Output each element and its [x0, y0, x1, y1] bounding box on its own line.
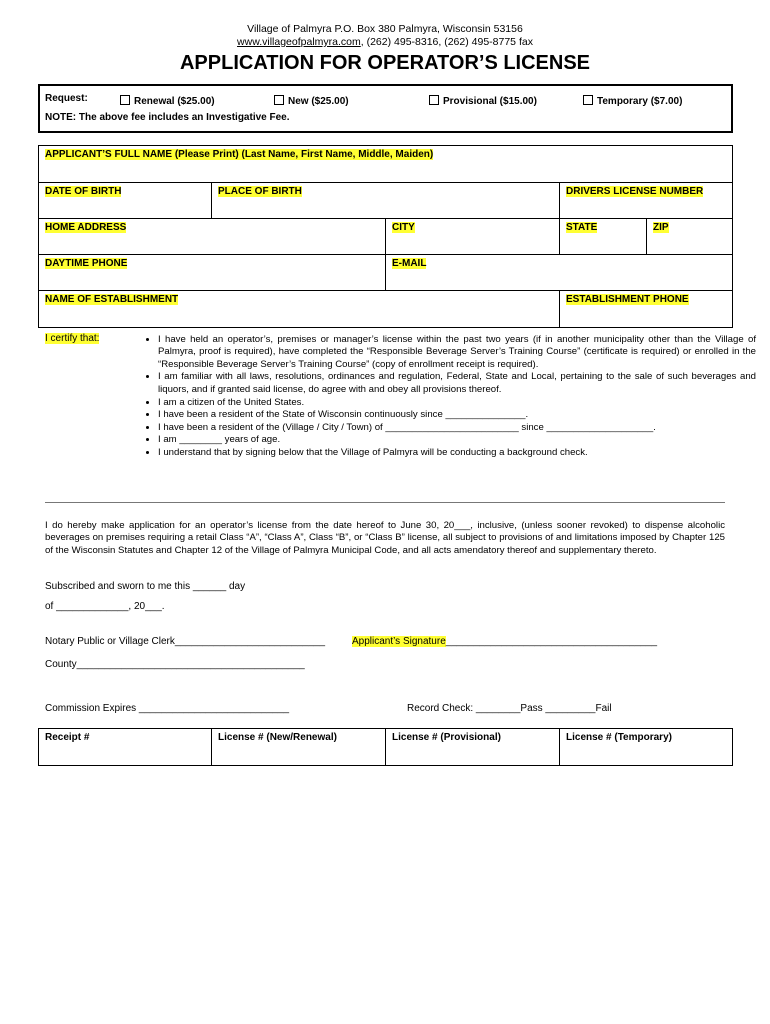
- record-check-line[interactable]: Record Check: ________Pass _________Fail: [407, 703, 612, 714]
- certification-list: [128, 334, 756, 460]
- certify-item: • I understand that by signing below that the Village of Palmyra will be conducting a background check.: [158, 447, 756, 460]
- license-new-label: License # (New/Renewal): [218, 732, 337, 743]
- drivers-license-label: DRIVERS LICENSE NUMBER: [566, 186, 704, 197]
- office-use-table: [38, 728, 733, 766]
- full-name-field[interactable]: [39, 146, 733, 183]
- renewal-option[interactable]: Renewal ($25.00): [120, 95, 215, 107]
- establishment-name-label: NAME OF ESTABLISHMENT: [45, 294, 179, 305]
- license-provisional-field[interactable]: [386, 729, 560, 766]
- full-name-label: APPLICANT’S FULL NAME (Please Print) (Last Name, First Name, Middle, Maiden): [45, 149, 434, 160]
- sworn-day: Subscribed and sworn to me this ______ day: [45, 581, 246, 592]
- sworn-date: of _____________, 20___.: [45, 601, 165, 612]
- state-label: STATE: [566, 222, 598, 233]
- certify-item: • I am familiar with all laws, resolutions, ordinances and regulation, Federal, State and Local, pertaining to the sale of such beverages and liquors, and if granted said license, do agree with and obey all provisions thereof.: [158, 371, 756, 396]
- temporary-checkbox[interactable]: [583, 95, 593, 105]
- notary-line[interactable]: Notary Public or Village Clerk___________________________: [45, 636, 326, 647]
- establishment-name-field[interactable]: [39, 291, 560, 328]
- fee-note: NOTE: The above fee includes an Investigative Fee.: [45, 112, 290, 123]
- pob-field[interactable]: [212, 183, 560, 219]
- declaration-text: I do hereby make application for an operator’s license from the date hereof to June 30, 20___, inclusive, (unless sooner revoked) to dispense alcoholic beverages on premises requiring a retail Class “A”, “Class A”, Class “B”, or “Class B” license, all subject to provisions of and limitations imposed by Chapter 125 of the Wisconsin Statutes and Chapter 12 of the Village of Palmyra Municipal Code, and all acts amendatory thereof and supplementary thereto.: [45, 520, 725, 556]
- form-title: APPLICATION FOR OPERATOR’S LICENSE: [179, 52, 591, 74]
- renewal-checkbox[interactable]: [120, 95, 130, 105]
- dob-field[interactable]: [39, 183, 212, 219]
- establishment-phone-label: ESTABLISHMENT PHONE: [566, 294, 689, 305]
- contact-line: [0, 36, 770, 48]
- certify-item: • I have been a resident of the (Village / City / Town) of _________________________ since ____________________.: [158, 422, 756, 435]
- website-link[interactable]: www.villageofpalmyra.com: [237, 36, 361, 48]
- dob-label: DATE OF BIRTH: [45, 186, 122, 197]
- city-field[interactable]: [386, 219, 560, 255]
- home-address-label: HOME ADDRESS: [45, 222, 127, 233]
- drivers-license-field[interactable]: [560, 183, 733, 219]
- home-address-field[interactable]: [39, 219, 386, 255]
- phone-numbers: , (262) 495-8316, (262) 495-8775 fax: [360, 36, 533, 48]
- daytime-phone-field[interactable]: [39, 255, 386, 291]
- city-label: CITY: [392, 222, 415, 233]
- county-line[interactable]: County_________________________________________: [45, 659, 305, 670]
- email-label: E-MAIL: [392, 258, 427, 269]
- establishment-phone-field[interactable]: [560, 291, 733, 328]
- applicant-signature-label: Applicant’s Signature: [352, 636, 446, 647]
- request-label: Request:: [45, 93, 88, 104]
- license-new-field[interactable]: [212, 729, 386, 766]
- license-temporary-label: License # (Temporary): [566, 732, 672, 743]
- certify-label: I certify that:: [45, 333, 100, 344]
- certify-item: • I have held an operator’s, premises or manager’s license within the past two years (if in another municipality other than the Village of Palmyra, proof is required), have completed the “Responsible Beverage Server’s Training Course” (certificate is required) or enrolled in the “Responsible Beverage Server’s Training Course” (copy of enrollment receipt is required).: [158, 334, 756, 372]
- zip-field[interactable]: [647, 219, 733, 255]
- daytime-phone-label: DAYTIME PHONE: [45, 258, 128, 269]
- provisional-checkbox[interactable]: [429, 95, 439, 105]
- applicant-signature-line[interactable]: ______________________________________: [445, 636, 658, 647]
- request-section: [38, 84, 733, 133]
- certify-item: • I am ________ years of age.: [158, 434, 756, 447]
- new-checkbox[interactable]: [274, 95, 284, 105]
- applicant-signature[interactable]: [352, 636, 657, 647]
- certify-item: • I am a citizen of the United States.: [158, 397, 756, 410]
- applicant-info-table: [38, 145, 733, 328]
- commission-expires-line[interactable]: Commission Expires ___________________________: [45, 703, 290, 714]
- new-option[interactable]: New ($25.00): [274, 95, 349, 107]
- receipt-label: Receipt #: [45, 732, 90, 743]
- license-provisional-label: License # (Provisional): [392, 732, 501, 743]
- state-field[interactable]: [560, 219, 647, 255]
- zip-label: ZIP: [653, 222, 669, 233]
- village-address: Village of Palmyra P.O. Box 380 Palmyra, Wisconsin 53156: [247, 23, 523, 35]
- receipt-field[interactable]: [39, 729, 212, 766]
- provisional-option[interactable]: Provisional ($15.00): [429, 95, 537, 107]
- pob-label: PLACE OF BIRTH: [218, 186, 302, 197]
- temporary-option[interactable]: Temporary ($7.00): [583, 95, 682, 107]
- section-divider: [45, 502, 725, 503]
- license-temporary-field[interactable]: [560, 729, 733, 766]
- email-field[interactable]: [386, 255, 733, 291]
- certify-item: • I have been a resident of the State of Wisconsin continuously since _______________.: [158, 409, 756, 422]
